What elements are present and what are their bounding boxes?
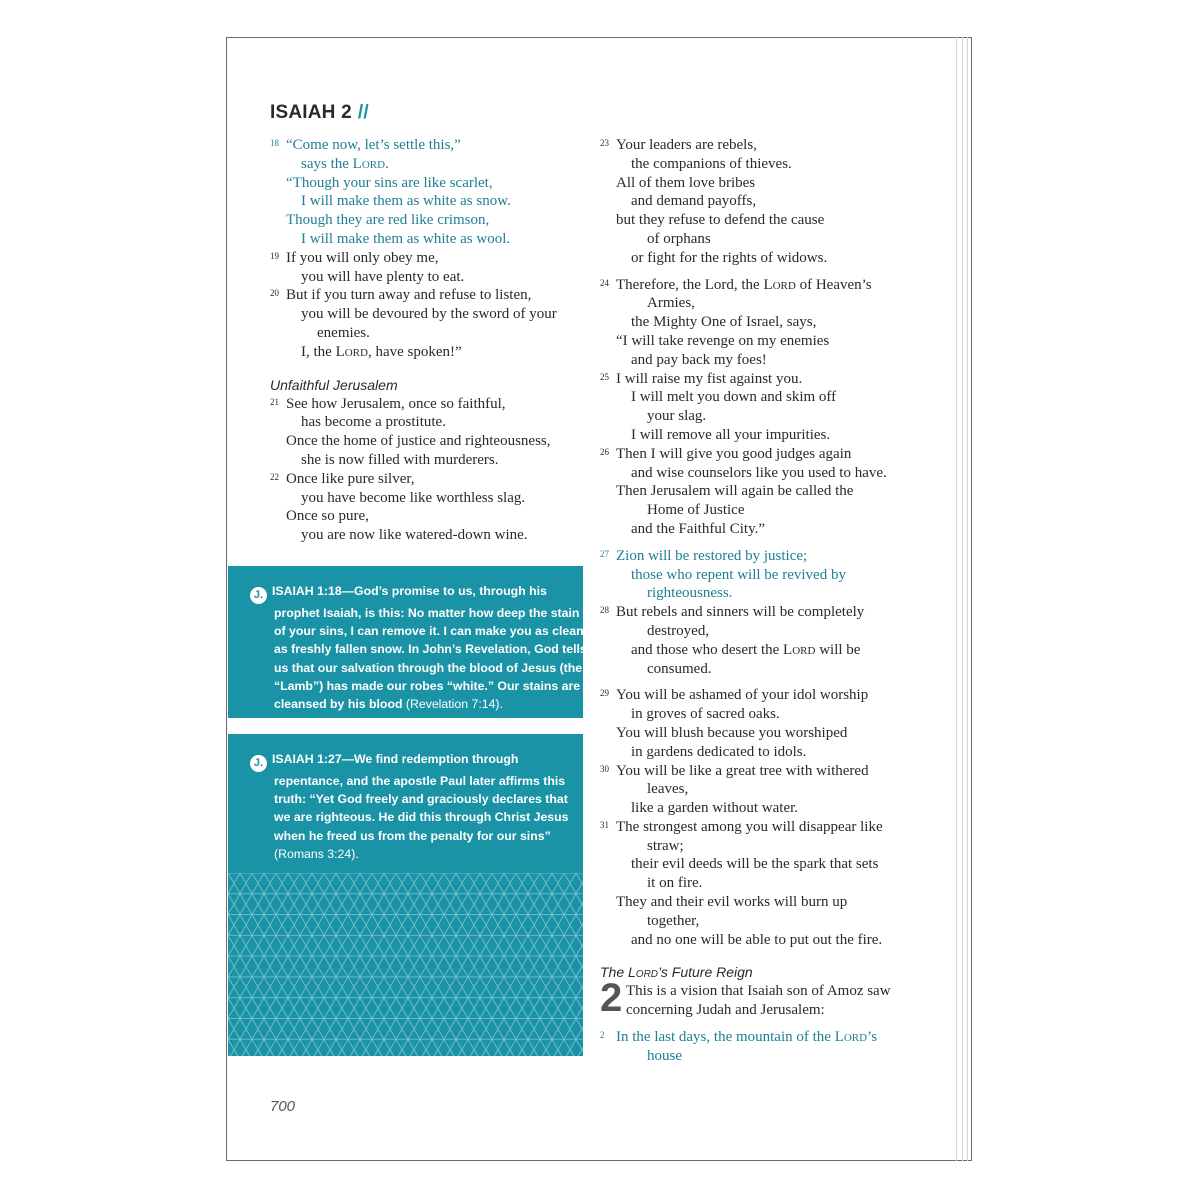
verse-text: you will be devoured by the sword of your <box>301 306 557 323</box>
poetry-line <box>600 912 930 931</box>
verse-text: Zion will be restored by justice; <box>616 547 808 564</box>
poetry-line <box>270 268 590 287</box>
verse-text: she is now filled with murderers. <box>301 451 499 468</box>
verse-text: or fight for the rights of widows. <box>631 249 828 266</box>
verse-number: 24 <box>600 277 609 288</box>
poetry-line <box>600 294 930 313</box>
verse-text: like a garden without water. <box>631 800 799 817</box>
poetry-line <box>600 426 930 445</box>
verse-number: 31 <box>600 819 609 830</box>
verse-number: 23 <box>600 138 609 148</box>
page-edge <box>967 37 968 1161</box>
verse-text: destroyed, <box>647 622 710 639</box>
poetry-line <box>600 743 930 762</box>
poetry-line <box>600 501 930 520</box>
callout-line: J. ISAIAH 1:27—We find redemption through <box>252 750 565 772</box>
header-title: ISAIAH 2 <box>270 102 352 123</box>
verse-line <box>600 136 930 155</box>
header-mark: // <box>357 102 369 123</box>
callout-box <box>228 734 583 1056</box>
callout-line: cleansed by his blood (Revelation 7:14). <box>274 697 503 712</box>
poetry-line <box>600 931 930 950</box>
verse-text: I will remove all your impurities. <box>631 426 831 443</box>
callout-line: repentance, and the apostle Paul later affirms this <box>274 774 566 788</box>
verse-number: 20 <box>270 288 279 299</box>
verse-text: house <box>647 1047 682 1064</box>
poetry-line <box>270 192 590 211</box>
verse-text: You will be ashamed of your idol worship <box>616 687 869 704</box>
callout-line: “Lamb”) has made our robes “white.” Our stains are <box>274 678 581 693</box>
callout-reference: (Romans 3:24). <box>274 846 359 861</box>
chapter-number: 2 <box>600 976 623 1021</box>
verse-text: but they refuse to defend the cause <box>616 212 825 229</box>
poetry-line <box>600 230 930 249</box>
verse-line <box>600 370 930 389</box>
poetry-line <box>600 388 930 407</box>
verse-text: leaves, <box>647 781 689 798</box>
verse-text: consumed. <box>647 660 712 677</box>
verse-text: Once so pure, <box>286 508 369 525</box>
verse-block <box>600 1028 930 1066</box>
verse-text: and the Faithful City.” <box>631 520 766 537</box>
poetry-line <box>600 855 930 874</box>
j-badge-icon: J. <box>250 755 267 772</box>
verse-line <box>270 395 590 414</box>
poetry-line <box>600 332 930 351</box>
verse-text: and wise counselors like you used to have. <box>631 464 887 481</box>
section-heading-text: The Lord’s Future Reign <box>600 964 753 981</box>
poetry-line <box>270 174 590 193</box>
verse-text: Then I will give you good judges again <box>616 445 852 462</box>
verse-text: Armies, <box>647 295 695 312</box>
poetry-line <box>600 464 930 483</box>
verse-block <box>270 136 590 362</box>
verse-text: your slag. <box>647 408 707 425</box>
verse-line <box>600 445 930 464</box>
verse-text: their evil deeds will be the spark that sets <box>631 856 879 873</box>
verse-line <box>600 762 930 781</box>
verse-text: it on fire. <box>647 875 703 892</box>
poetry-line <box>600 174 930 193</box>
poetry-line <box>600 780 930 799</box>
poetry-line <box>600 705 930 724</box>
poetry-line <box>600 520 930 539</box>
page-edge <box>962 37 963 1161</box>
verse-text: “Though your sins are like scarlet, <box>286 174 493 191</box>
left-column <box>270 136 590 545</box>
poetry-line <box>600 482 930 501</box>
verse-line <box>600 547 930 566</box>
poetry-line <box>270 526 590 545</box>
verse-text: If you will only obey me, <box>286 249 439 266</box>
verse-text: straw; <box>647 837 684 854</box>
verse-text: You will be like a great tree with withered <box>616 762 869 779</box>
running-header <box>270 102 369 124</box>
callout-box <box>228 566 587 718</box>
callout-line: prophet Isaiah, is this: No matter how deep the stain <box>274 606 580 620</box>
verse-text: has become a prostitute. <box>301 414 446 431</box>
verse-text: those who repent will be revived by <box>631 566 846 583</box>
page-edge <box>956 37 957 1161</box>
poetry-line <box>600 155 930 174</box>
poetry-line <box>600 192 930 211</box>
verse-number: 28 <box>600 605 609 616</box>
verse-text: I will melt you down and skim off <box>631 389 837 406</box>
poetry-line <box>270 343 590 362</box>
callout-text <box>253 582 587 713</box>
verse-text: See how Jerusalem, once so faithful, <box>286 395 506 412</box>
verse-text: enemies. <box>317 324 370 341</box>
callout-line: us that our salvation through the blood of Jesus (the <box>274 660 583 675</box>
triangle-pattern <box>228 873 583 1056</box>
poetry-line <box>600 641 930 660</box>
verse-text: in gardens dedicated to idols. <box>631 743 807 760</box>
section-heading <box>600 963 930 982</box>
verse-text: righteousness. <box>647 585 733 602</box>
verse-text: Therefore, the Lord, the Lord of Heaven’s <box>616 276 872 293</box>
callout-line: when he freed us from the penalty for our sins” <box>274 828 551 843</box>
verse-line <box>270 136 590 155</box>
verse-text: I will make them as white as wool. <box>301 230 511 247</box>
verse-text: The strongest among you will disappear like <box>616 818 883 835</box>
poetry-line <box>270 451 590 470</box>
chapter-text-line: concerning Judah and Jerusalem: <box>626 1002 825 1019</box>
verse-text: you are now like watered-down wine. <box>301 527 528 544</box>
verse-text: together, <box>647 912 700 929</box>
verse-number: 22 <box>270 471 279 482</box>
verse-text: In the last days, the mountain of the Lord’s <box>616 1029 878 1046</box>
verse-text: I will raise my fist against you. <box>616 370 803 387</box>
verse-text: Your leaders are rebels, <box>616 137 757 153</box>
verse-text: says the Lord. <box>301 155 389 172</box>
callout-text <box>253 750 569 863</box>
callout-line: of your sins, I can remove it. I can make you as clean <box>274 624 584 639</box>
verse-number: 29 <box>600 688 609 699</box>
poetry-line <box>270 413 590 432</box>
verse-text: Though they are red like crimson, <box>286 212 490 229</box>
verse-text: and no one will be able to put out the fire. <box>631 931 883 948</box>
right-column <box>600 136 930 1066</box>
poetry-line <box>600 351 930 370</box>
verse-text: I, the Lord, have spoken!” <box>301 343 462 360</box>
callout-reference: (Revelation 7:14). <box>402 697 503 712</box>
poetry-line <box>270 155 590 174</box>
verse-line <box>600 603 930 622</box>
poetry-line <box>600 584 930 603</box>
section-heading: Unfaithful Jerusalem <box>270 376 398 393</box>
callout-line: truth: “Yet God freely and graciously declares that <box>274 792 568 807</box>
verse-number: 19 <box>270 250 279 261</box>
verse-text: “Come now, let’s settle this,” <box>286 137 461 153</box>
verse-line <box>270 470 590 489</box>
verse-text: Once like pure silver, <box>286 470 415 487</box>
verse-number: 30 <box>600 763 609 774</box>
poetry-line <box>600 1047 930 1066</box>
verse-text: Home of Justice <box>647 502 745 519</box>
poetry-line <box>270 489 590 508</box>
j-badge-icon: J. <box>250 587 267 604</box>
verse-text: Then Jerusalem will again be called the <box>616 483 854 500</box>
poetry-line <box>270 230 590 249</box>
verse-text: But rebels and sinners will be completely <box>616 604 865 621</box>
verse-text: in groves of sacred oaks. <box>631 706 780 723</box>
poetry-line <box>600 893 930 912</box>
callout-line: as freshly fallen snow. In John’s Revelation, God tells <box>274 642 587 657</box>
verse-text: the companions of thieves. <box>631 155 792 172</box>
verse-line <box>270 286 590 305</box>
verse-line <box>600 1028 930 1047</box>
verse-number: 2 <box>600 1030 605 1041</box>
poetry-line <box>600 211 930 230</box>
verse-text: I will make them as white as snow. <box>301 193 511 210</box>
verse-line <box>600 818 930 837</box>
poetry-line <box>600 724 930 743</box>
verse-text: All of them love bribes <box>616 174 756 191</box>
verse-number: 21 <box>270 396 279 407</box>
verse-text: you will have plenty to eat. <box>301 268 465 285</box>
verse-text: Once the home of justice and righteousness, <box>286 433 551 450</box>
verse-text: They and their evil works will burn up <box>616 894 848 911</box>
verse-text: the Mighty One of Israel, says, <box>631 314 817 331</box>
poetry-line <box>600 622 930 641</box>
poetry-line <box>600 799 930 818</box>
verse-text: and demand payoffs, <box>631 193 757 210</box>
verse-text: you have become like worthless slag. <box>301 489 526 506</box>
poetry-line <box>270 211 590 230</box>
poetry-line <box>270 305 590 324</box>
poetry-line <box>600 249 930 268</box>
callout-line: J. ISAIAH 1:18—God’s promise to us, through his <box>252 582 565 604</box>
verse-text: and those who desert the Lord will be <box>631 641 861 658</box>
verse-number: 25 <box>600 371 609 382</box>
poetry-line <box>600 313 930 332</box>
verse-line <box>600 276 930 295</box>
chapter-opening <box>600 976 930 1021</box>
poetry-line <box>270 432 590 451</box>
verse-number: 26 <box>600 446 609 457</box>
poetry-line <box>270 324 590 343</box>
verse-line <box>270 249 590 268</box>
poetry-line <box>600 566 930 585</box>
verse-text: “I will take revenge on my enemies <box>616 332 830 349</box>
page-number: 700 <box>270 1098 296 1115</box>
poetry-line <box>600 837 930 856</box>
verse-block <box>270 395 590 545</box>
verse-block <box>600 136 930 949</box>
chapter-text-line: This is a vision that Isaiah son of Amoz saw <box>626 983 891 1000</box>
callout-line: we are righteous. He did this through Christ Jesus <box>274 810 569 825</box>
verse-number: 27 <box>600 548 609 559</box>
poetry-line <box>600 874 930 893</box>
verse-text: and pay back my foes! <box>631 351 767 368</box>
poetry-line <box>270 507 590 526</box>
verse-text: But if you turn away and refuse to listen, <box>286 287 532 304</box>
verse-text: You will blush because you worshiped <box>616 724 848 741</box>
poetry-line <box>600 660 930 679</box>
verse-text: of orphans <box>647 230 711 247</box>
verse-line <box>600 686 930 705</box>
verse-number: 18 <box>270 138 279 148</box>
poetry-line <box>600 407 930 426</box>
